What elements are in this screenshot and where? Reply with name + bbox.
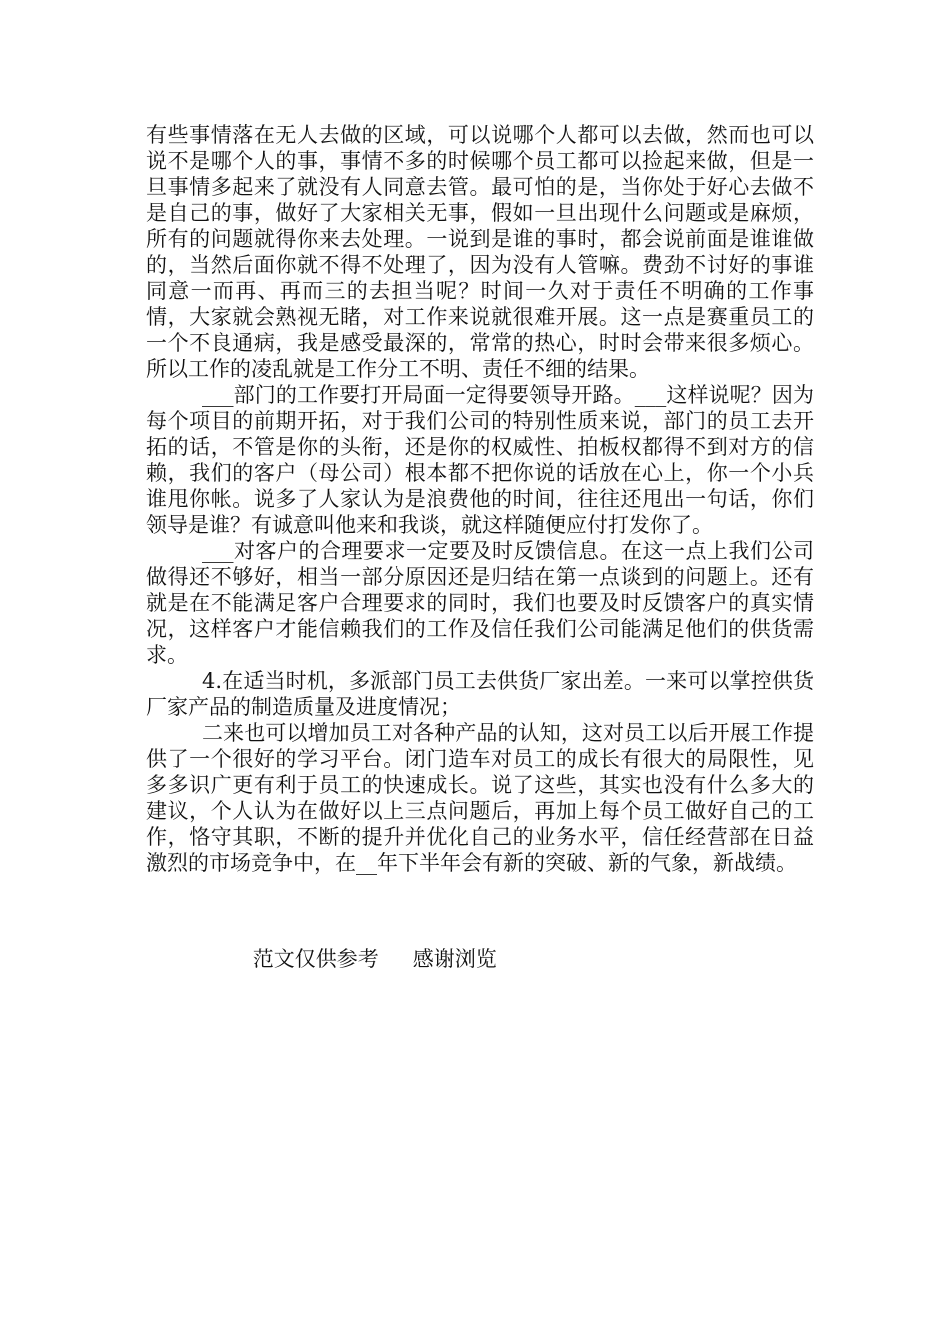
paragraph-1: 有些事情落在无人去做的区域，可以说哪个人都可以去做，然而也可以说不是哪个人的事，事情不多的时候哪个员工都可以捡起来做，但是一旦事情多起来了就没有人同意去管。最可怕的是，当你处于好心去做不是自己的事，做好了大家相关无事，假如一旦出现什么问题或是麻烦，所有的问题就得你来去处理。一说到是谁的事时，都会说前面是谁谁做的，当然后面你就不得不处理了，因为没有人管嘛。费劲不讨好的事谁同意一而再、再而三的去担当呢？时间一久对于责任不明确的工作事情，大家就会熟视无睹，对工作来说就很难开展。这一点是赛重员工的一个不良通病，我是感受最深的，常常的热心，时时会带来很多烦心。所以工作的凌乱就是工作分工不明、责任不细的结果。: [146, 123, 814, 381]
footer-note: [226, 920, 497, 998]
paragraph-5: 二来也可以增加员工对各种产品的认知，这对员工以后开展工作提供了一个很好的学习平台。闭门造车对员工的成长有很大的局限性，见多多识广更有利于员工的快速成长。说了这些，其实也没有什么多大的建议，个人认为在做好以上三点问题后，再加上每个员工做好自己的工作，恪守其职，不断的提升并优化自己的业务水平，信任经营部在日益激烈的市场竞争中，在__年下半年会有新的突破、新的气象，新战绩。: [146, 721, 814, 875]
paragraph-2: ___部门的工作要打开局面一定得要领导开路。___这样说呢？因为每个项目的前期开拓，对于我们公司的特别性质来说，部门的员工去开拓的话，不管是你的头衔，还是你的权威性、拍板权都得不到对方的信赖，我们的客户（母公司）根本都不把你说的话放在心上，你一个小兵谁甩你帐。说多了人家认为是浪费他的时间，往往还甩出一句话，你们领导是谁？有诚意叫他来和我谈，就这样随便应付打发你了。: [146, 383, 814, 537]
paragraph-4: 4.在适当时机，多派部门员工去供货厂家出差。一来可以掌控供货厂家产品的制造质量及进度情况；: [146, 669, 814, 719]
paragraph-3: ___对客户的合理要求一定要及时反馈信息。在这一点上我们公司做得还不够好，相当一部分原因还是归结在第一点谈到的问题上。还有就是在不能满足客户合理要求的同时，我们也要及时反馈客户的真实情况，这样客户才能信赖我们的工作及信任我们公司能满足他们的供货需求。: [146, 539, 814, 667]
document-body: [146, 122, 814, 876]
footer-thanks-text: 感谢浏览: [412, 947, 497, 971]
footer-reference-text: 范文仅供参考: [252, 947, 379, 971]
